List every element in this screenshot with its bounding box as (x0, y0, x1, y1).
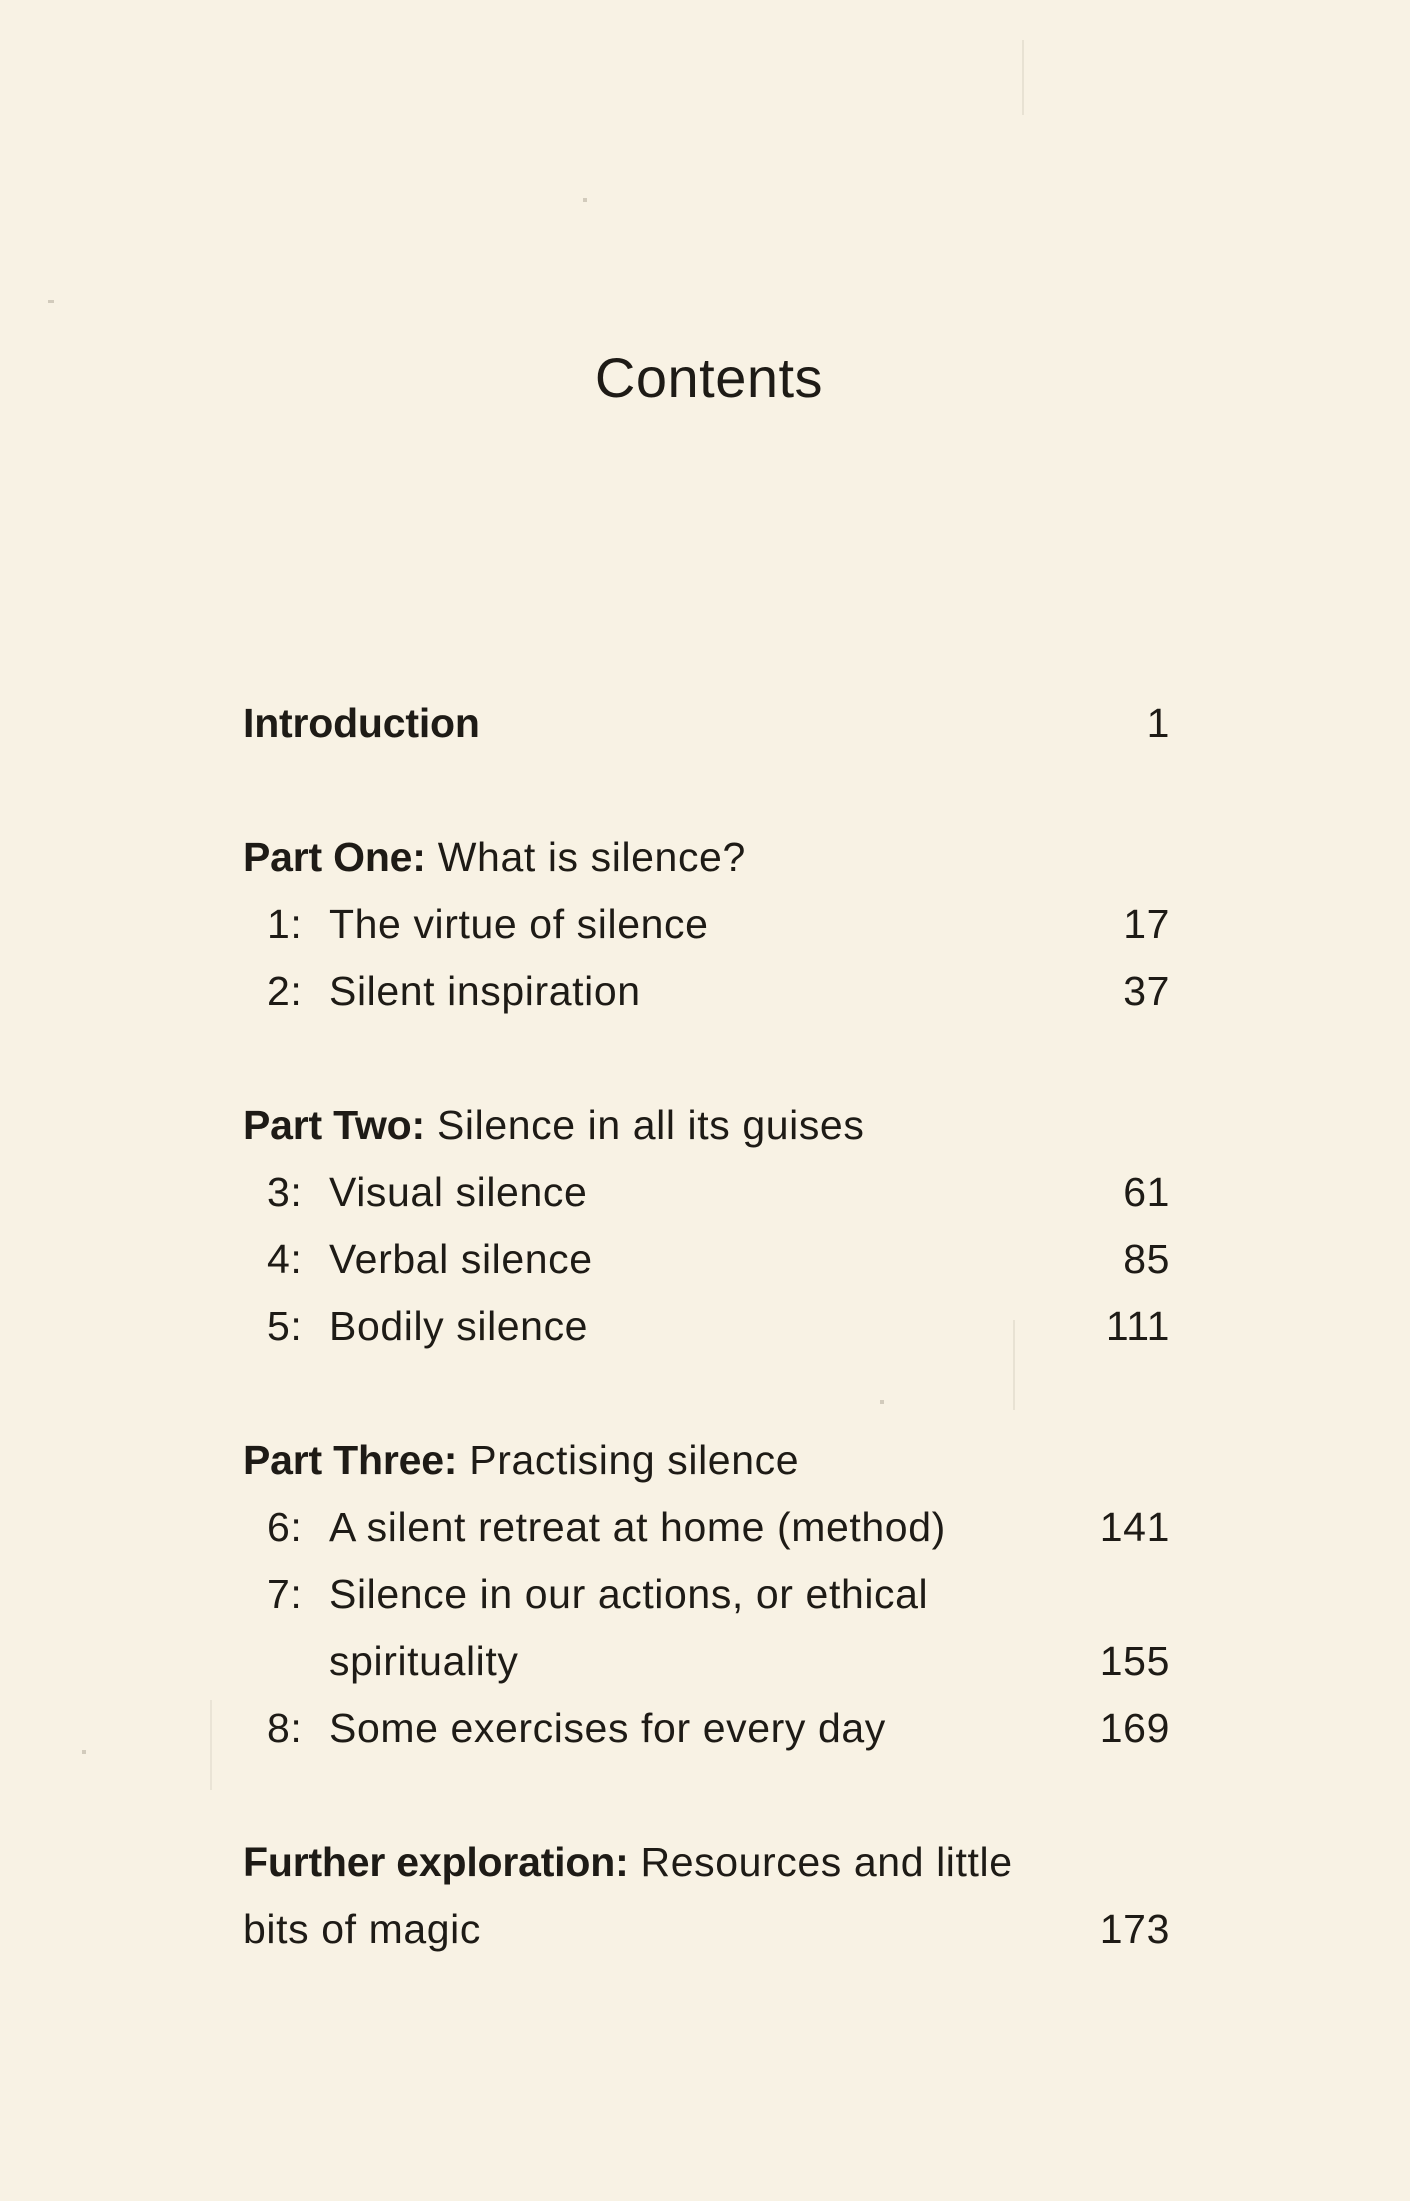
further-title-continued: bits of magic (243, 1906, 481, 1952)
chapter-number: 6: (267, 1504, 303, 1550)
part-two-label: Part Two: (243, 1102, 425, 1148)
chapter-page: 17 (1123, 901, 1170, 947)
chapter-page: 85 (1123, 1236, 1170, 1282)
chapter-number: 1: (267, 901, 303, 947)
toc-entry-chapter-8[interactable] (243, 1695, 1170, 1762)
part-two-heading (243, 1092, 1170, 1159)
chapter-page: 169 (1099, 1705, 1170, 1751)
paper-speck (210, 1700, 212, 1790)
toc-entry-chapter-6[interactable] (243, 1494, 1170, 1561)
introduction-label: Introduction (243, 700, 480, 746)
toc-entry-chapter-5[interactable] (243, 1293, 1170, 1360)
chapter-number: 8: (267, 1705, 303, 1751)
chapter-title: Some exercises for every day (329, 1705, 886, 1751)
toc-entry-chapter-7[interactable] (243, 1561, 1170, 1628)
chapter-number: 3: (267, 1169, 303, 1215)
toc-entry-chapter-2[interactable] (243, 958, 1170, 1025)
toc-entry-further-exploration[interactable] (243, 1829, 1170, 1896)
part-one-title: What is silence? (437, 834, 746, 880)
part-three-label: Part Three: (243, 1437, 458, 1483)
chapter-number: 4: (267, 1236, 303, 1282)
toc-entry-chapter-1[interactable] (243, 891, 1170, 958)
part-three-title: Practising silence (469, 1437, 800, 1483)
part-one-heading (243, 824, 1170, 891)
chapter-title: The virtue of silence (329, 901, 709, 947)
chapter-number: 7: (267, 1571, 303, 1617)
chapter-page: 141 (1099, 1504, 1170, 1550)
paper-speck (1022, 40, 1024, 115)
further-label: Further exploration: (243, 1839, 629, 1885)
paper-speck (48, 300, 54, 303)
paper-speck (82, 1750, 86, 1754)
chapter-title: Verbal silence (329, 1236, 593, 1282)
chapter-page: 61 (1123, 1169, 1170, 1215)
toc-entry-introduction[interactable] (243, 690, 1170, 757)
chapter-title-continued: spirituality (329, 1638, 519, 1684)
chapter-title: Silence in our actions, or ethical (329, 1571, 929, 1617)
part-one-label: Part One: (243, 834, 426, 880)
chapter-title: A silent retreat at home (method) (329, 1504, 946, 1550)
chapter-number: 2: (267, 968, 303, 1014)
further-title: Resources and little (640, 1839, 1013, 1885)
chapter-page: 155 (1099, 1638, 1170, 1684)
further-page: 173 (1099, 1906, 1170, 1952)
toc-entry-chapter-3[interactable] (243, 1159, 1170, 1226)
chapter-title: Visual silence (329, 1169, 588, 1215)
table-of-contents (243, 690, 1170, 1963)
chapter-page: 37 (1123, 968, 1170, 1014)
toc-entry-further-exploration-cont[interactable] (243, 1896, 1170, 1963)
page-title: Contents (594, 346, 824, 409)
paper-speck (1013, 1320, 1015, 1410)
chapter-title: Bodily silence (329, 1303, 589, 1349)
toc-entry-chapter-4[interactable] (243, 1226, 1170, 1293)
part-two-title: Silence in all its guises (436, 1102, 865, 1148)
paper-speck (583, 198, 587, 202)
introduction-page: 1 (1146, 700, 1170, 746)
paper-speck (880, 1400, 884, 1404)
part-three-heading (243, 1427, 1170, 1494)
chapter-number: 5: (267, 1303, 303, 1349)
toc-entry-chapter-7-cont[interactable] (243, 1628, 1170, 1695)
chapter-page: 111 (1105, 1303, 1170, 1349)
chapter-title: Silent inspiration (329, 968, 641, 1014)
